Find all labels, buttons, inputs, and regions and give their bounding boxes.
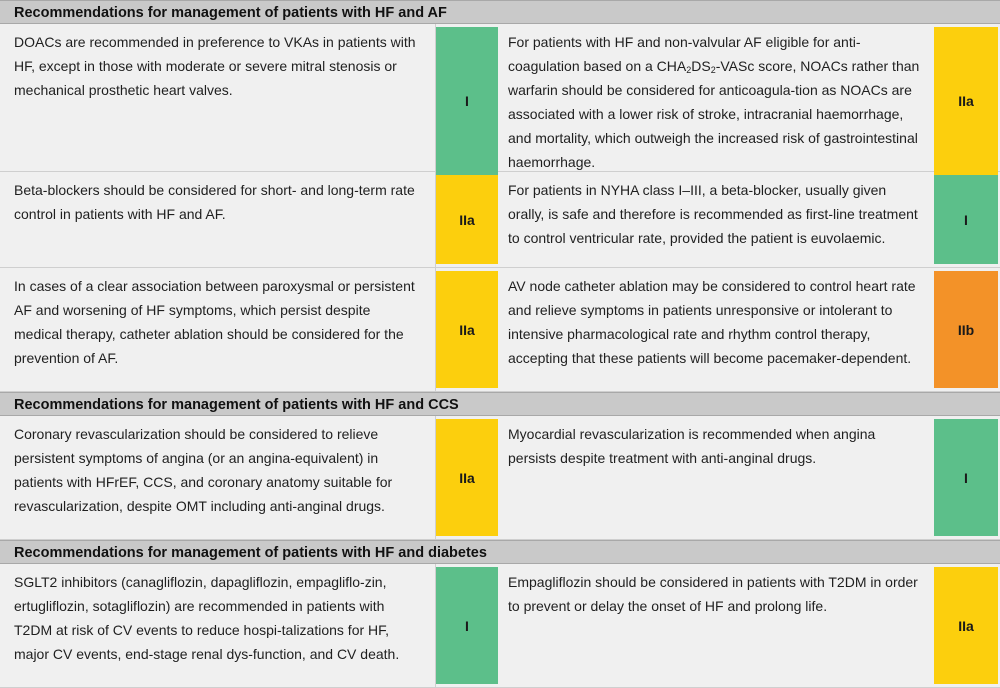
class-badge: I: [436, 27, 498, 175]
class-badge: IIb: [934, 271, 998, 388]
recommendation-text: SGLT2 inhibitors (canagliflozin, dapagliflozin, empagliflo-zin, ertugliflozin, sotagliflozin) are recommended in patients with T2DM at risk of CV events to reduce hospi-talizations for HF, major CV events, end-stage renal dys-function, and CV death.: [0, 564, 436, 687]
section-header-hf-ccs: Recommendations for management of patients with HF and CCS: [0, 392, 1000, 416]
class-badge: IIa: [436, 271, 498, 388]
recommendation-text: For patients in NYHA class I–III, a beta-blocker, usually given orally, is safe and therefore is recommended as first-line treatment to control ventricular rate, provided the patient is euvolaemic.: [508, 182, 918, 246]
table-row: [0, 172, 1000, 268]
recommendation-text: Myocardial revascularization is recommended when angina persists despite treatment with anti-anginal drugs.: [508, 426, 876, 466]
recommendation-text: Coronary revascularization should be considered to relieve persistent symptoms of angina (or an angina-equivalent) in patients with HFrEF, CCS, and coronary anatomy suitable for revascularization, despite OMT including anti-anginal drugs.: [0, 416, 436, 539]
class-badge: IIa: [436, 419, 498, 536]
class-badge: IIa: [934, 567, 998, 684]
class-badge: I: [934, 175, 998, 264]
table-row: [0, 416, 1000, 540]
class-badge: I: [934, 419, 998, 536]
table-row: [0, 268, 1000, 392]
recommendation-text: In cases of a clear association between paroxysmal or persistent AF and worsening of HF symptoms, which persist despite medical therapy, catheter ablation should be considered for the prevention of AF.: [0, 268, 436, 391]
table-row: [0, 24, 1000, 172]
section-header-hf-af: Recommendations for management of patients with HF and AF: [0, 0, 1000, 24]
class-badge: IIa: [934, 27, 998, 175]
recommendation-text: AV node catheter ablation may be considered to control heart rate and relieve symptoms in patients unresponsive or intolerant to intensive pharmacological rate and rhythm control therapy, accepting that these patients will become pacemaker-dependent.: [508, 278, 916, 366]
recommendation-text: For patients with HF and non-valvular AF eligible for anti-coagulation based on a $CHA_2DS_2$-VASc score, NOACs rather than warfarin should be considered for anticoagula-tion as NOACs are associated with a lower risk of stroke, intracranial haemorrhage, and mortality, which outweigh the increased risk of gastrointestinal haemorrhage.: [508, 34, 920, 170]
class-badge: IIa: [436, 175, 498, 264]
class-badge: I: [436, 567, 498, 684]
recommendation-text: Beta-blockers should be considered for short- and long-term rate control in patients with HF and AF.: [0, 172, 436, 267]
recommendation-text: DOACs are recommended in preference to VKAs in patients with HF, except in those with moderate or severe mitral stenosis or mechanical prosthetic heart valves.: [0, 24, 436, 178]
recommendation-text: Empagliflozin should be considered in patients with T2DM in order to prevent or delay the onset of HF and prolong life.: [508, 574, 918, 614]
section-header-hf-diabetes: Recommendations for management of patients with HF and diabetes: [0, 540, 1000, 564]
table-row: [0, 564, 1000, 688]
